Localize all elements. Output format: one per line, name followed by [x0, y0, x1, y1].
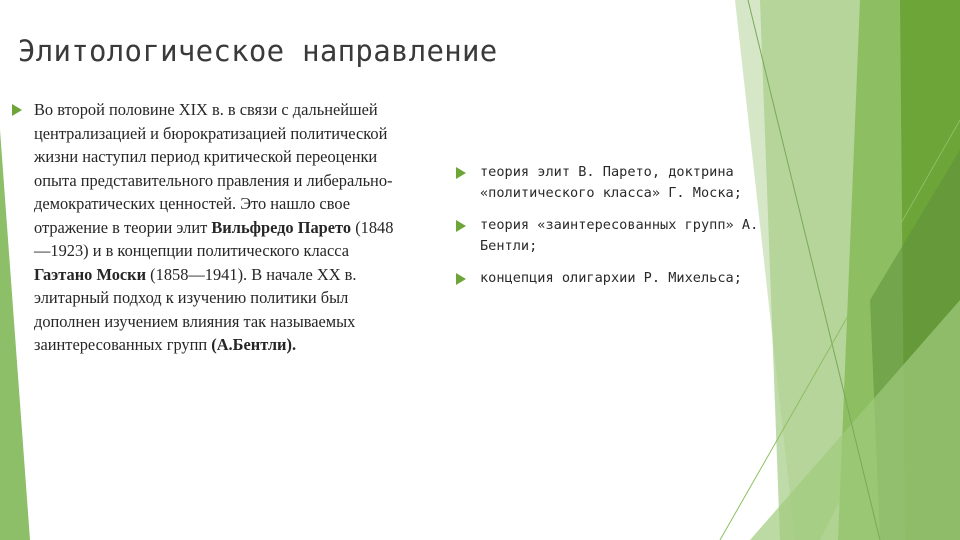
left-bullet-item — [12, 98, 402, 357]
list-item-text: концепция олигархии Р. Михельса; — [480, 270, 742, 286]
list-item-text: теория элит В. Парето, доктрина «политического класса» Г. Моска; — [480, 164, 742, 201]
left-text-part-1: Во второй половине XIX в. в связи с дальнейшей централизацией и бюрократизацией политической жизни наступил период критической переоценки опыта представительного правления и либерально-демократических ценностей. Это нашло свое отражение в теории элит — [34, 100, 393, 237]
triangle-bullet-icon — [456, 273, 466, 285]
right-bullet-list — [440, 162, 810, 300]
left-text-part-2: (1848—1923) и в концепции политического класса — [34, 217, 394, 260]
name-bentley: (А.Бентли). — [211, 335, 297, 354]
list-item — [440, 215, 810, 257]
left-paragraph — [34, 98, 402, 357]
triangle-bullet-icon — [12, 104, 22, 116]
triangle-bullet-icon — [456, 167, 466, 179]
list-item — [440, 268, 810, 289]
left-text-part-3: (1858—1941). В начале XX в. элитарный подход к изучению политики был дополнен изучением влияния так называемых заинтересованных групп — [34, 264, 357, 354]
name-mosca: Гаэтано Моски — [34, 264, 147, 284]
list-item-text: теория «заинтересованных групп» А. Бентли; — [480, 217, 759, 254]
list-item — [440, 162, 810, 204]
name-pareto: Вильфредо Парето — [211, 217, 352, 237]
triangle-bullet-icon — [456, 220, 466, 232]
slide-title: Элитологическое направление — [18, 34, 498, 68]
